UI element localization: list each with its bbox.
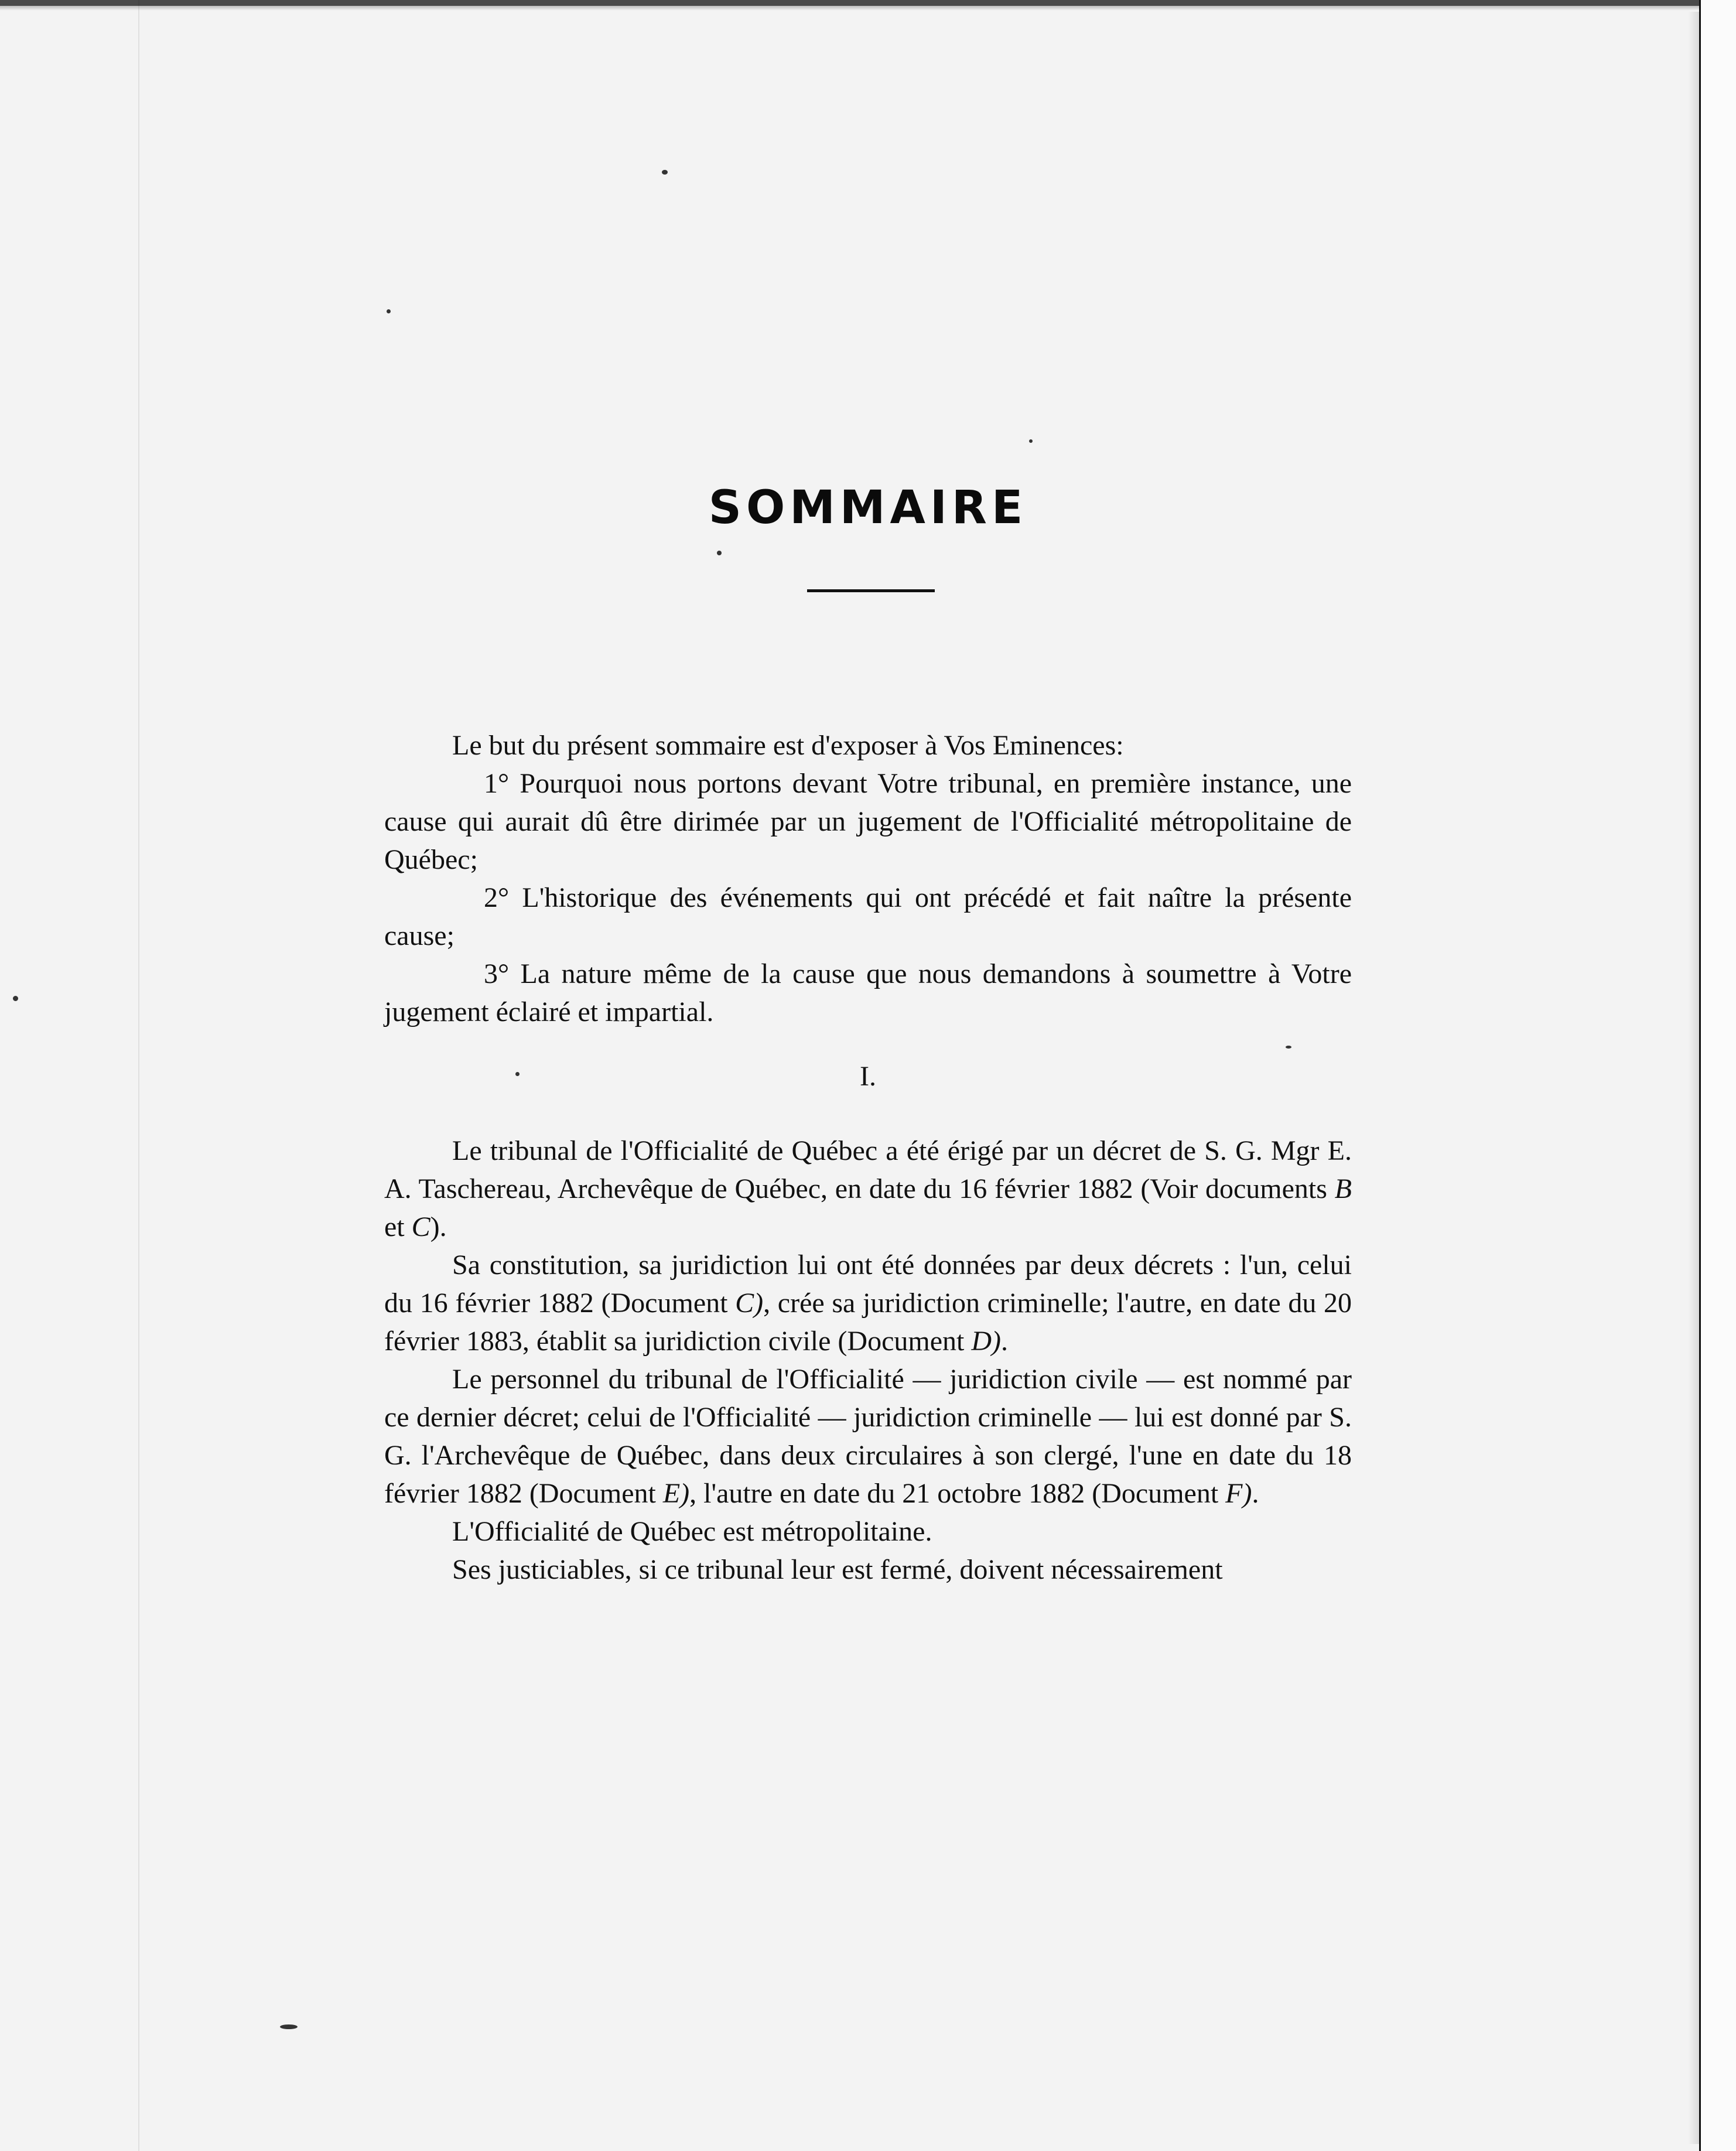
document-reference: D) (971, 1326, 1002, 1357)
title-rule (807, 589, 935, 592)
paragraph-text: Le tribunal de l'Officialité de Québec a été érigé par un décret de S. G. Mgr E. A. Taschereau, Archevêque de Québec, en date du 16 février 1882 (Voir documents (384, 1135, 1352, 1204)
paragraph-text: , l'autre en date du 21 octobre 1882 (Document (689, 1478, 1219, 1509)
scan-speck (717, 551, 722, 555)
paragraph-text: , crée sa juridiction criminelle; l'autre, en date du 20 février 1883, établit sa juridiction civile (Document (384, 1288, 1352, 1357)
paragraph-text: et (384, 1211, 405, 1242)
document-reference: C (411, 1211, 430, 1242)
paragraph-text: Le personnel du tribunal de l'Officialité — juridiction civile — est nommé par ce dernier décret; celui de l'Officialité — juridiction criminelle — lui est donné par S. G. l'Archevêque de Québec, dans deux circulaires à son clergé, l'une en date du 18 février 1882 (Document (384, 1364, 1352, 1509)
scan-speck (662, 170, 668, 175)
paragraph-text: . (1001, 1326, 1009, 1357)
scan-speck (1029, 439, 1033, 443)
paragraph-text: ). (430, 1211, 447, 1242)
paragraph-text: . (1252, 1478, 1259, 1509)
document-reference: E) (662, 1478, 690, 1509)
paragraph-text: Sa constitution, sa juridiction lui ont été données par deux décrets : l'un, celui du 16 février 1882 (Document (384, 1249, 1352, 1319)
document-reference: F) (1225, 1478, 1252, 1509)
section-paragraph-4: L'Officialité de Québec est métropolitaine. (452, 1516, 932, 1547)
document-body (384, 726, 1352, 1589)
intro-item-3: 3° La nature même de la cause que nous demandons à soumettre à Votre jugement éclairé et impartial. (384, 958, 1352, 1027)
document-reference: B (1334, 1173, 1352, 1204)
scan-speck (280, 2024, 298, 2029)
page-top-shadow (0, 6, 1736, 11)
section-number: I. (860, 1061, 876, 1092)
section-paragraph-5: Ses justiciables, si ce tribunal leur est fermé, doivent nécessairement (452, 1554, 1223, 1585)
intro-lead: Le but du présent sommaire est d'exposer à Vos Eminences: (452, 730, 1124, 761)
section-paragraph-2 (384, 1246, 1352, 1360)
page-top-border (0, 0, 1736, 6)
section-paragraph-3 (384, 1360, 1352, 1512)
intro-item-2: 2° L'historique des événements qui ont précédé et fait naître la présente cause; (384, 882, 1352, 951)
document-reference: C) (735, 1288, 764, 1319)
section-paragraph-1 (384, 1132, 1352, 1246)
page-right-border (1699, 0, 1736, 2151)
scan-speck (387, 309, 391, 313)
scan-speck (13, 996, 18, 1001)
intro-item-1: 1° Pourquoi nous portons devant Votre tribunal, en première instance, une cause qui aurait dû être dirimée par un jugement de l'Officialité métropolitaine de Québec; (384, 768, 1352, 875)
page-title: SOMMAIRE (708, 482, 1028, 534)
page-left-crease (138, 0, 139, 2151)
